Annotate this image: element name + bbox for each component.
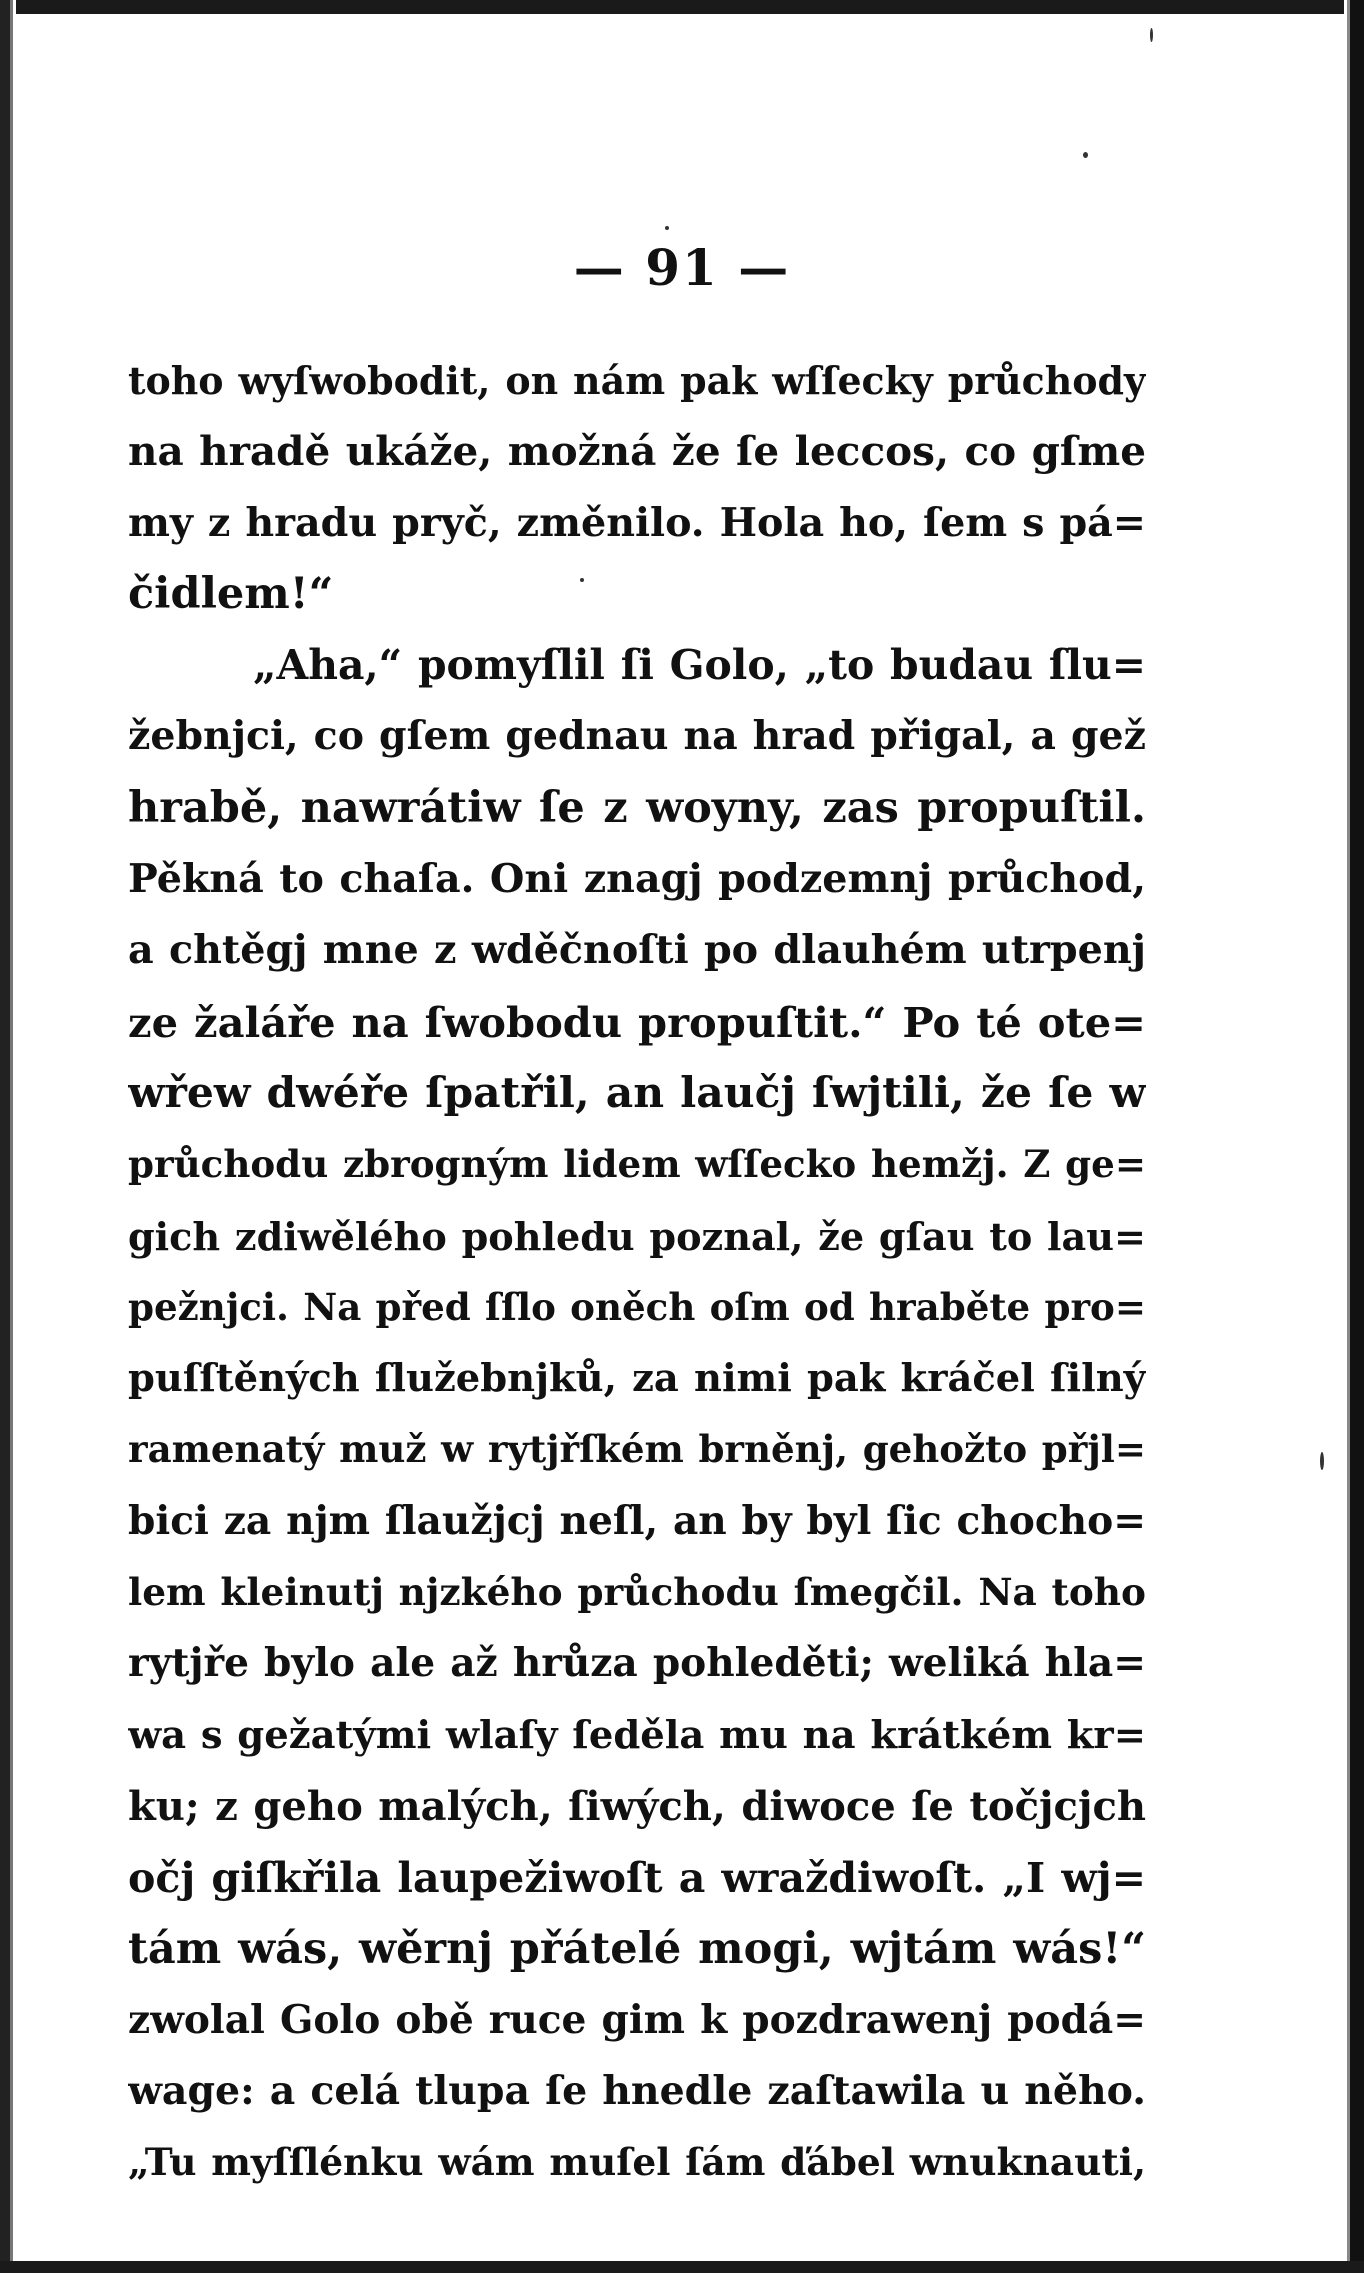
text-line: my z hradu pryč, změnilo. Hola ho, ſem s pá= [128,499,1146,546]
text-line: toho wyſwobodit, on nám pak wſſecky průchody [128,358,1146,403]
text-line: ramenatý muž w rytjřſkém brněnj, gehožto přjl= [128,1427,1146,1472]
page-number: — 91 — [573,238,791,297]
scan-speck [1083,152,1088,158]
text-line: ku; z geho malých, ſiwých, diwoce ſe točjcjch [128,1782,1146,1830]
text-line: čidlem!“ [128,568,334,619]
scan-speck [665,226,669,230]
text-line: a chtěgj mne z wděčnoſti po dlauhém utrpenj [128,927,1146,974]
text-line: „Tu myſſlénku wám muſel ſám ďábel wnuknauti, [128,2140,1146,2185]
scan-speck [1320,1452,1324,1470]
text-line: očj giſkřila laupežiwoſt a wraždiwoſt. „I wj= [128,1853,1146,1903]
text-line: rytjře bylo ale až hrůza pohleděti; weliká hla= [128,1640,1146,1687]
text-line: žebnjci, co gſem gednau na hrad přigal, a gež [128,713,1146,760]
scan-border-right [1344,0,1364,2273]
text-line: pežnjci. Na před ſſlo oněch oſm od hraběte pro= [128,1284,1146,1329]
text-line: wa s gežatými wlaſy ſeděla mu na krátkém kr= [128,1712,1146,1758]
text-line: puſſtěných ſlužebnjků, za nimi pak kráčel ſilný [128,1356,1146,1402]
text-line: průchodu zbrogným lidem wſſecko hemžj. Z ge= [128,1142,1146,1187]
scan-border-left [0,0,16,2273]
text-line: wřew dwéře ſpatřil, an laučj ſwjtili, že ſe w [128,1067,1146,1118]
scan-speck [1150,28,1153,42]
text-line: ze žaláře na ſwobodu propuſtit.“ Po té ote= [128,997,1146,1047]
text-line: tám wás, wěrnj přátelé mogi, wjtám wás!“ [128,1923,1146,1974]
body-text [128,345,1146,2199]
text-line: „Aha,“ pomyſlil ſi Golo, „to budau ſlu= [253,641,1146,690]
text-line: na hradě ukáže, možná že ſe leccos, co gſme [128,427,1146,476]
text-line: zwolal Golo obě ruce gim k pozdrawenj podá= [128,1996,1146,2043]
text-line: lem kleinutj njzkého průchodu ſmegčil. Na toho [128,1570,1146,1615]
scan-border-bottom [0,2261,1364,2273]
scan-border-top [0,0,1364,14]
text-line: Pěkná to chaſa. Oni znagj podzemnj průchod, [128,856,1146,903]
text-line: gich zdiwělého pohledu poznal, že gſau to lau= [128,1213,1146,1259]
text-line: hrabě, nawrátiw ſe z woyny, zas propuſtil. [128,782,1146,833]
text-line: bici za njm ſlaužjcj neſl, an by byl ſic chocho= [128,1497,1146,1544]
text-line: wage: a celá tlupa ſe hnedle zaſtawila u něho. [128,2068,1146,2115]
